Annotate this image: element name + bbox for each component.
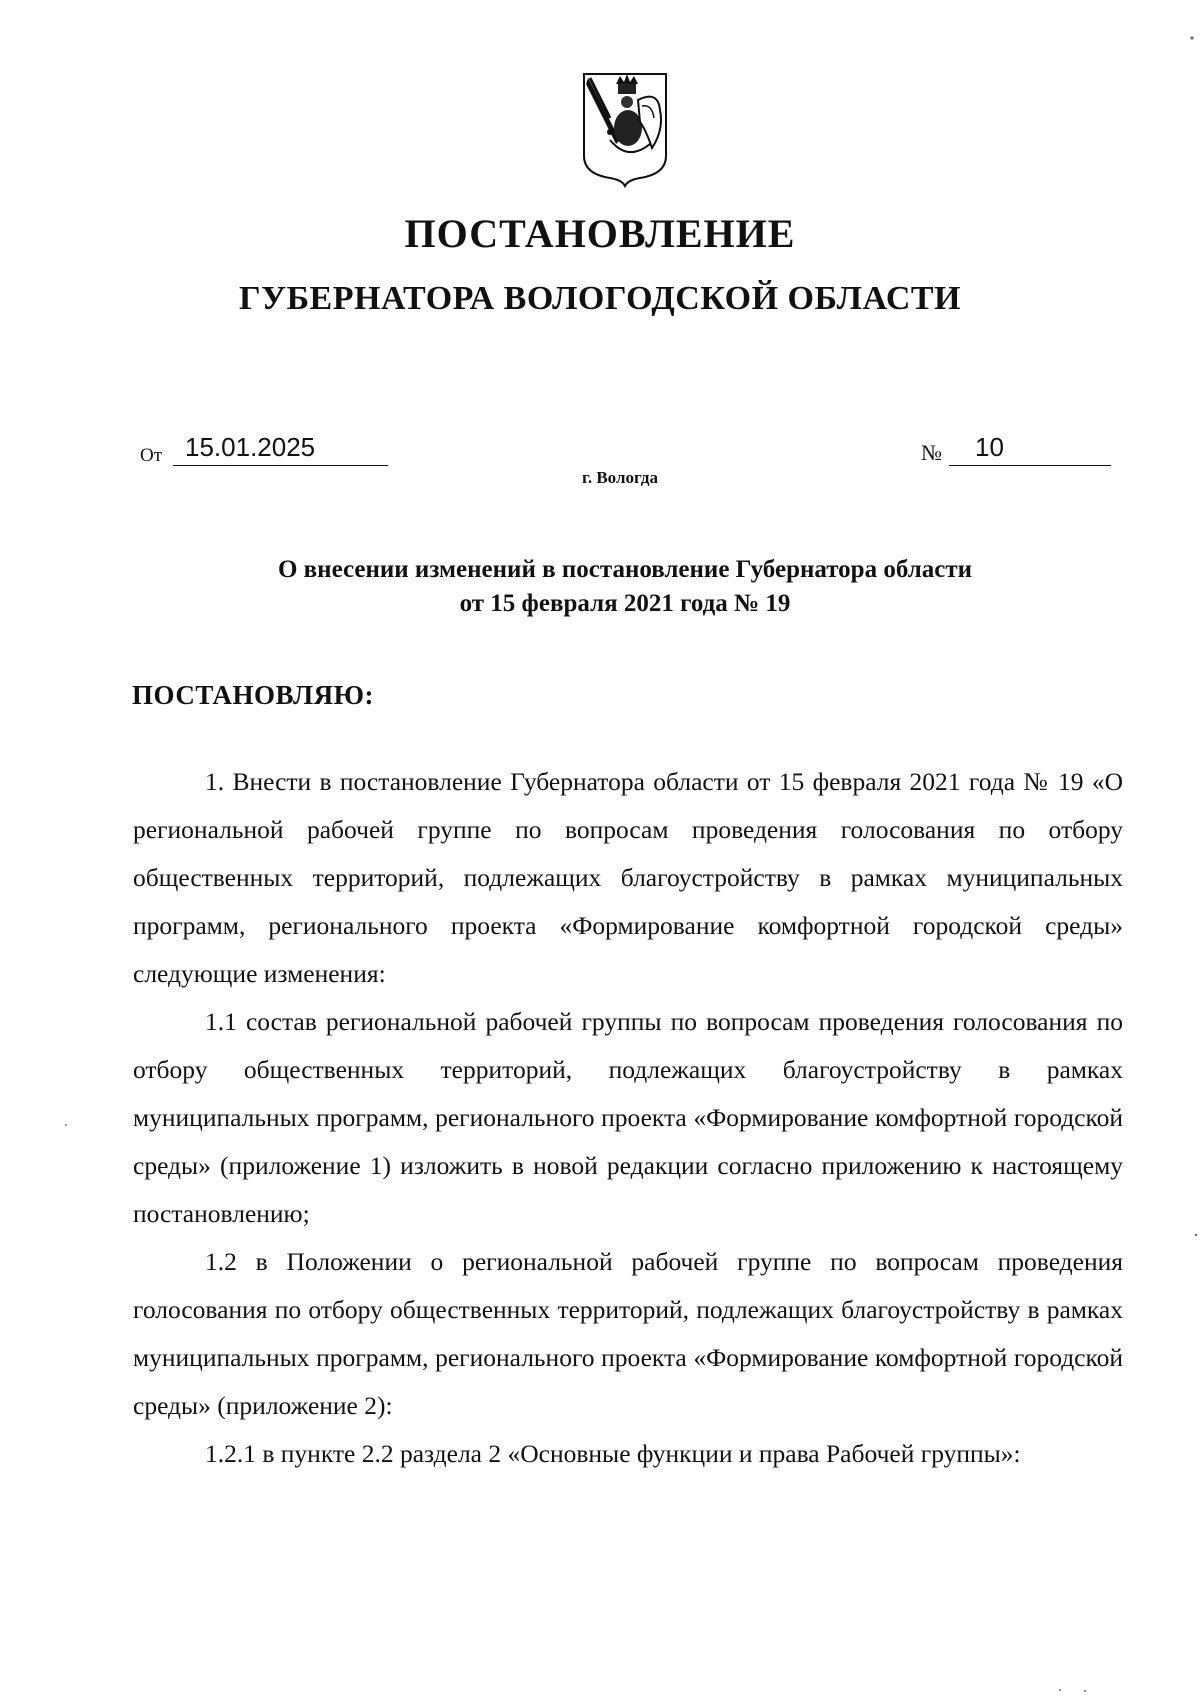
document-number: 10	[949, 432, 1111, 466]
paragraph-1-2: 1.2 в Положении о региональной рабочей группе по вопросам проведения голосования по отбору общественных территорий, подлежащих благоустройству в рамках муниципальных программ, регионального проекта «Формирование комфортной городской среды» (приложение 2):	[133, 1247, 1123, 1420]
paragraph-1: 1. Внести в постановление Губернатора области от 15 февраля 2021 года № 19 «О региональной рабочей группе по вопросам проведения голосования по отбору общественных территорий, подлежащих благоустройству в рамках муниципальных программ, регионального проекта «Формирование комфортной городской среды» следующие изменения:	[133, 767, 1123, 988]
document-subject	[130, 553, 1120, 621]
issuer-title: ГУБЕРНАТОРА ВОЛОГОДСКОЙ ОБЛАСТИ	[238, 280, 961, 317]
document-date: 15.01.2025	[173, 432, 388, 466]
vologda-coat-of-arms-icon	[580, 70, 670, 188]
number-label: №	[921, 440, 942, 465]
date-label: От	[140, 445, 163, 466]
subject-line-1: О внесении изменений в постановление Губернатора области	[277, 556, 973, 583]
subject-line-2: от 15 февраля 2021 года № 19	[459, 590, 791, 617]
document-body	[133, 758, 1123, 1478]
city-name: г. Вологда	[582, 468, 658, 487]
paragraph-1-2-1: 1.2.1 в пункте 2.2 раздела 2 «Основные функции и права Рабочей группы»:	[205, 1439, 1021, 1468]
document-type-title: ПОСТАНОВЛЕНИЕ	[404, 211, 796, 256]
paragraph-1-1: 1.1 состав региональной рабочей группы по вопросам проведения голосования по отбору общественных территорий, подлежащих благоустройству в рамках муниципальных программ, регионального проекта «Формирование комфортной городской среды» (приложение 1) изложить в новой редакции согласно приложению к настоящему постановлению;	[133, 1007, 1123, 1228]
decree-heading: ПОСТАНОВЛЯЮ:	[132, 680, 374, 710]
